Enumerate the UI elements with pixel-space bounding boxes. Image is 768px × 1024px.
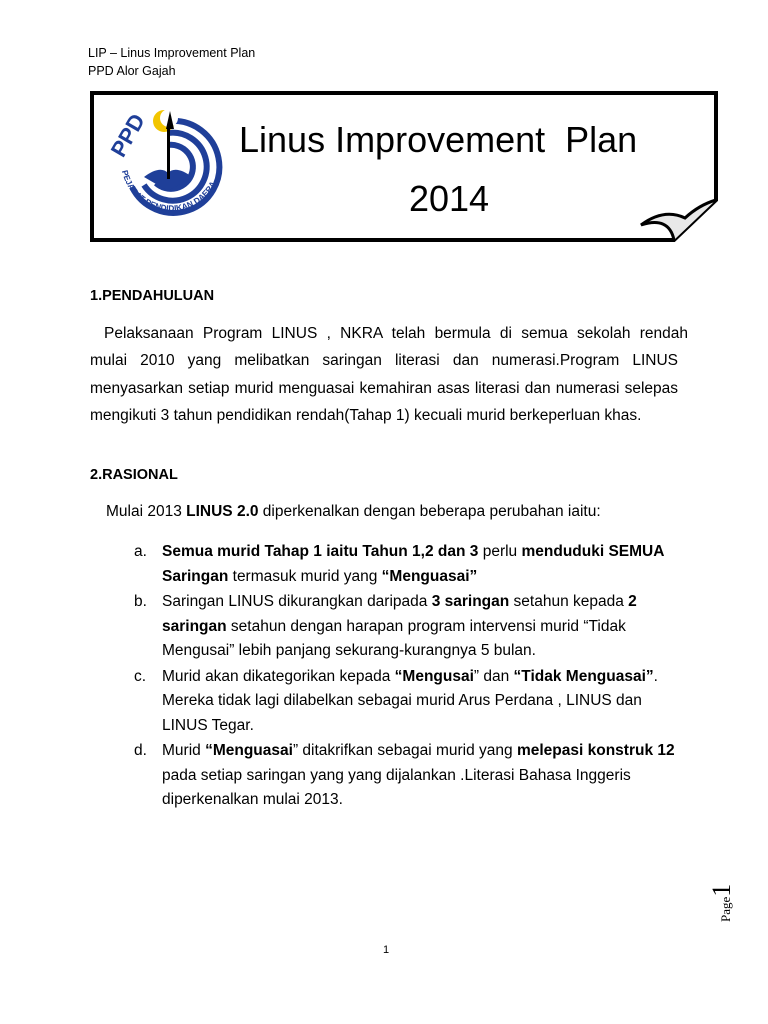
- intro-paragraph: mulai 2010 yang melibatkan saringan literasi dan numerasi.Program LINUS menyasarkan setiap murid menguasai kemahiran asas literasi dan numerasi selepas mengikuti 3 tahun pendidikan rendah(Tahap 1) kecuali murid berkeperluan khas.: [90, 352, 678, 424]
- ppd-logo: [104, 99, 234, 238]
- svg-text:PPD: PPD: [105, 109, 150, 162]
- logo-ring-text: PEJABAT PENDIDIKAN DAERA: [119, 168, 218, 214]
- title-banner: [89, 90, 719, 242]
- rasional-intro: Mulai 2013 LINUS 2.0 diperkenalkan dengan beberapa perubahan iaitu:: [106, 503, 601, 520]
- list-item: b. Saringan LINUS dikurangkan daripada 3 saringan setahun kepada 2 saringan setahun dengan harapan program intervensi murid “Tidak Mengusai” lebih panjang sekurang-kurangnya 5 bulan.: [134, 593, 637, 659]
- rasional-list: [134, 540, 684, 814]
- running-header-title: LIP – Linus Improvement Plan: [88, 46, 256, 60]
- list-item: c. Murid akan dikategorikan kepada “Mengusai” dan “Tidak Menguasai”. Mereka tidak lagi dilabelkan sebagai murid Arus Perdana , LINUS dan LINUS Tegar.: [134, 667, 658, 734]
- page-label: Page1: [707, 883, 736, 922]
- section-heading-rasional: 2.RASIONAL: [90, 467, 178, 483]
- running-header-office: PPD Alor Gajah: [88, 64, 176, 78]
- section-heading-pendahuluan: 1.PENDAHULUAN: [90, 288, 215, 304]
- intro-first-line: Pelaksanaan Program LINUS , NKRA telah bermula di semua sekolah rendah: [104, 325, 688, 342]
- page-number: 1: [383, 944, 390, 956]
- list-item: a. Semua murid Tahap 1 iaitu Tahun 1,2 dan 3 perlu menduduki SEMUA Saringan termasuk murid yang “Menguasai”: [134, 543, 664, 585]
- banner-title-line1: Linus Improvement Plan: [239, 119, 638, 160]
- list-item: d. Murid “Menguasai” ditakrifkan sebagai murid yang melepasi konstruk 12 pada setiap saringan yang yang dijalankan .Literasi Bahasa Inggeris diperkenalkan mulai 2013.: [134, 742, 675, 808]
- banner-title-year: 2014: [408, 178, 490, 219]
